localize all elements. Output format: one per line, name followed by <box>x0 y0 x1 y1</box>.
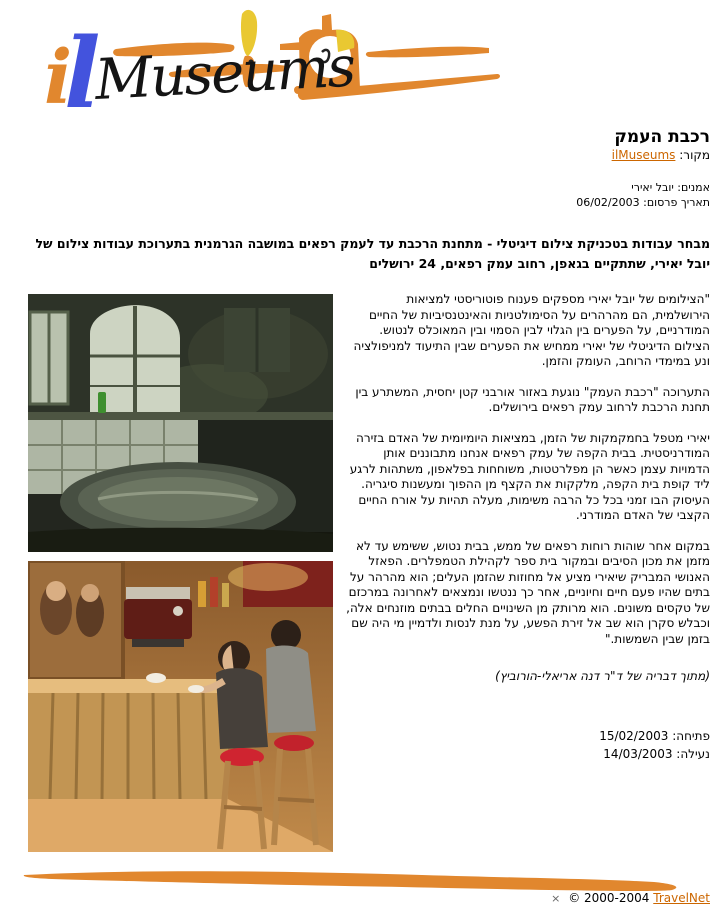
copyright-text: © 2000-2004 <box>568 891 650 905</box>
paragraph-4: במקום אחר שוהות רוחות רפאים של ממש, בבית נטוש, ששימש עד לא מזמן את מכון הסיבים ובמקור בית ספר לקהילת הטמפלרים. הפאזל האנושי המבריק שיאירי מציע אל מחוזות שהזמן העלים; הוא מהרהר על בתים שהיו פעם חיים וחיוניים, אחר כך ננטשו ונמצאים לאחרונה במרכזם של טקסים משונים. הוא מרותק מן השינויים החלים בבתים מוזנחים אלה, וכבלש סקרן הוא שב אל זירת הפשע, על מנת לנסות ולדמיין מי היה שם בזמן שבין השמשות." <box>346 538 710 646</box>
paragraph-1: "הצילומים של יובל יאירי מספקים פענוח פוטוריסטי למציאות הירושלמית, הם מהרהרים על הסימולטניות והאינטנסיביות של החיים המודרניים, על הפערים בין הגלוי לבין הסמוי ובין המאוכלס לנטוש. הצילום הדיגיטלי של יאירי ממחיש את הפערים שבין התיעוד למניפולציה ונע במימדי הרוחב, העומק והזמן. <box>353 292 710 368</box>
publish-date-line: תאריך פרסום: 06/02/2003 <box>576 196 710 209</box>
travelnet-link[interactable]: TravelNet <box>653 891 710 905</box>
paragraph-3: יאירי מטפל בחמקמקות של הזמן, במציאות היומיומית של האדם בזירה המודרניסטית. בבית הקפה של עמק רפאים אנחנו מתבוננים אותן הדמויות עצמן כאשר הן מפלרטטות, משוחחות בפלאפון, משתהות לרגע ליד קופת בית הקפה, מלקקות את הקצף מן ההפוך ומעשנות סיגריה. העיסוק הבו זמני בכל כל הרבה משימות, מעלה תהיות על אורח החיים הקצבי של האדם המודרני. <box>349 430 710 522</box>
logo-letter-i: i <box>44 35 73 121</box>
intro-paragraph: מבחר עבודות בטכניקת צילום דיגיטלי - מתחנת הרכבת עד לעמק רפאים במושבה הגרמנית בתערוכת עבודות צילום של יובל יאירי, שתתקיים בגאפן, רחוב עמק רפאים, 24 ירושלים <box>35 236 710 271</box>
opening-date: פתיחה: 15/02/2003 <box>599 729 710 743</box>
artists-line: אמנים: יובל יאירי <box>631 181 710 194</box>
photo-column <box>28 294 333 861</box>
ilmuseums-logo[interactable] <box>0 0 717 126</box>
logo-letter-l: l <box>64 17 101 126</box>
source-label: מקור: <box>679 148 710 162</box>
exhibition-photo-cafe-scene <box>28 561 333 852</box>
source-line <box>612 148 710 162</box>
closing-date: נעילה: 14/03/2003 <box>603 747 710 761</box>
paragraph-2: התערוכה "רכבת העמק" נוגעת באזור אורבני קטן יחסית, המשתרע בין תחנת הרכבת לרחוב עמק רפאים בירושלים. <box>355 384 710 414</box>
exhibition-photo-abandoned-interior <box>28 294 333 552</box>
copyright-line <box>551 891 710 905</box>
page-title: רכבת העמק <box>614 127 710 147</box>
logo-wordmark: Museums <box>93 34 356 113</box>
footer-brush-stroke <box>22 866 694 894</box>
quote-attribution: (מתוך דבריה של ד"ר דנה אריאלי-הורוביץ) <box>495 669 710 683</box>
ilmuseums-logo-art <box>0 0 717 126</box>
meta-block <box>576 180 710 210</box>
exhibition-dates <box>599 727 710 763</box>
ilmuseums-link[interactable]: ilMuseums <box>611 148 676 162</box>
article-body <box>345 292 710 685</box>
broken-image-marker: × <box>551 892 561 905</box>
